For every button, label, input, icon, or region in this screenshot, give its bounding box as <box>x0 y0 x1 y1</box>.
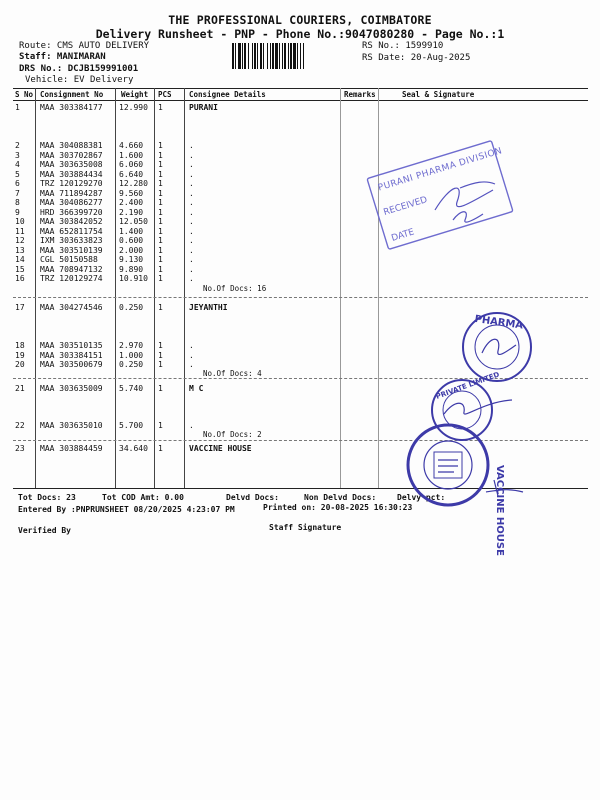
delivered-docs: Delvd Docs: <box>226 493 279 502</box>
table-row: 18 MAA 303510135 2.970 1 . <box>15 341 194 350</box>
table-row: 20 MAA 303500679 0.250 1 . <box>15 360 194 369</box>
col-sno: S No <box>15 90 34 99</box>
table-row: 17 MAA 304274546 0.250 1 JEYANTHI <box>15 303 228 312</box>
group-divider <box>13 297 588 298</box>
entered-by: Entered By :PNPRUNSHEET 08/20/2025 4:23:07 PM <box>18 505 235 514</box>
table-row: 3 MAA 303702867 1.600 1 . <box>15 150 194 160</box>
table-row: 5 MAA 303884434 6.640 1 . <box>15 169 194 179</box>
drs-number: DRS No.: DCJB159991001 <box>19 64 139 74</box>
table-row: 14 CGL 50150588 9.130 1 . <box>15 255 194 264</box>
col-remarks: Remarks <box>344 90 376 99</box>
table-row: 6 TRZ 120129270 12.280 1 . <box>15 179 194 188</box>
company-title: THE PROFESSIONAL COURIERS, COIMBATORE <box>168 13 432 27</box>
table-row: 2 MAA 304088381 4.660 1 . <box>15 141 194 150</box>
verified-by: Verified By <box>18 526 71 535</box>
group-docs-count: No.Of Docs: 16 <box>203 284 267 293</box>
col-pcs: PCS <box>158 90 172 99</box>
staff-signature: Staff Signature <box>269 523 342 532</box>
total-docs: Tot Docs: 23 <box>18 493 76 502</box>
route-label: Route: CMS AUTO DELIVERY <box>19 41 150 51</box>
svg-text:VACCINE HOUSE: VACCINE HOUSE <box>494 465 505 556</box>
table-row: 9 HRD 366399720 2.190 1 . <box>15 207 194 217</box>
col-seal: Seal & Signature <box>402 90 475 99</box>
table-row: 21 MAA 303635009 5.740 1 M C <box>15 384 204 393</box>
svg-text:RECEIVED: RECEIVED <box>382 195 429 218</box>
table-row: 7 MAA 711894287 9.560 1 . <box>15 188 194 198</box>
header-rule-top <box>13 88 588 89</box>
purani-received-stamp <box>365 140 515 250</box>
staff-label: Staff: MANIMARAN <box>19 52 106 62</box>
runsheet-subtitle: Delivery Runsheet - PNP - Phone No.:9047080280 - Page No.:1 <box>95 27 505 41</box>
rs-date: RS Date: 20-Aug-2025 <box>362 53 471 63</box>
table-row: 23 MAA 303884459 34.640 1 VACCINE HOUSE <box>15 444 252 453</box>
table-row: 15 MAA 708947132 9.890 1 . <box>15 264 194 274</box>
table-row: 13 MAA 303510139 2.000 1 . <box>15 245 194 255</box>
vaccine-house-stamp <box>398 420 528 556</box>
col-weight: Weight <box>121 90 149 99</box>
barcode-bar <box>304 43 305 69</box>
delivery-percent: Delvy pct: <box>397 493 446 502</box>
vehicle-label: Vehicle: EV Delivery <box>25 75 134 85</box>
non-delivered-docs: Non Delvd Docs: <box>304 493 377 502</box>
table-row: 16 TRZ 120129274 10.910 1 . <box>15 274 194 283</box>
svg-text:PRIVATE LIMITED: PRIVATE LIMITED <box>434 370 501 401</box>
barcode <box>232 43 356 69</box>
table-row: 1 MAA 303384177 12.990 1 PURANI <box>15 103 218 112</box>
table-row: 11 MAA 652811754 1.400 1 . <box>15 226 194 236</box>
table-row: 10 MAA 303842052 12.050 1 . <box>15 217 194 226</box>
col-consignment: Consignment No <box>40 90 104 99</box>
svg-text:PURANI PHARMA DIVISION: PURANI PHARMA DIVISION <box>377 146 504 194</box>
table-row: 22 MAA 303635010 5.700 1 . <box>15 421 194 430</box>
table-row: 12 IXM 303633823 0.600 1 . <box>15 236 194 245</box>
header-rule-bottom <box>13 100 588 101</box>
svg-text:PHARMA: PHARMA <box>473 313 524 332</box>
table-row: 8 MAA 304086277 2.400 1 . <box>15 198 194 207</box>
total-cod-amount: Tot COD Amt: 0.00 <box>102 493 184 502</box>
svg-text:DATE: DATE <box>390 227 416 244</box>
table-row: 4 MAA 303635008 6.060 1 . <box>15 160 194 169</box>
col-consignee: Consignee Details <box>189 90 266 99</box>
rs-number: RS No.: 1599910 <box>362 41 444 51</box>
table-row: 19 MAA 303384151 1.000 1 . <box>15 350 194 360</box>
printed-on: Printed on: 20-08-2025 16:30:23 <box>263 503 413 512</box>
group-docs-count: No.Of Docs: 2 <box>203 430 262 439</box>
group-docs-count: No.Of Docs: 4 <box>203 369 262 378</box>
